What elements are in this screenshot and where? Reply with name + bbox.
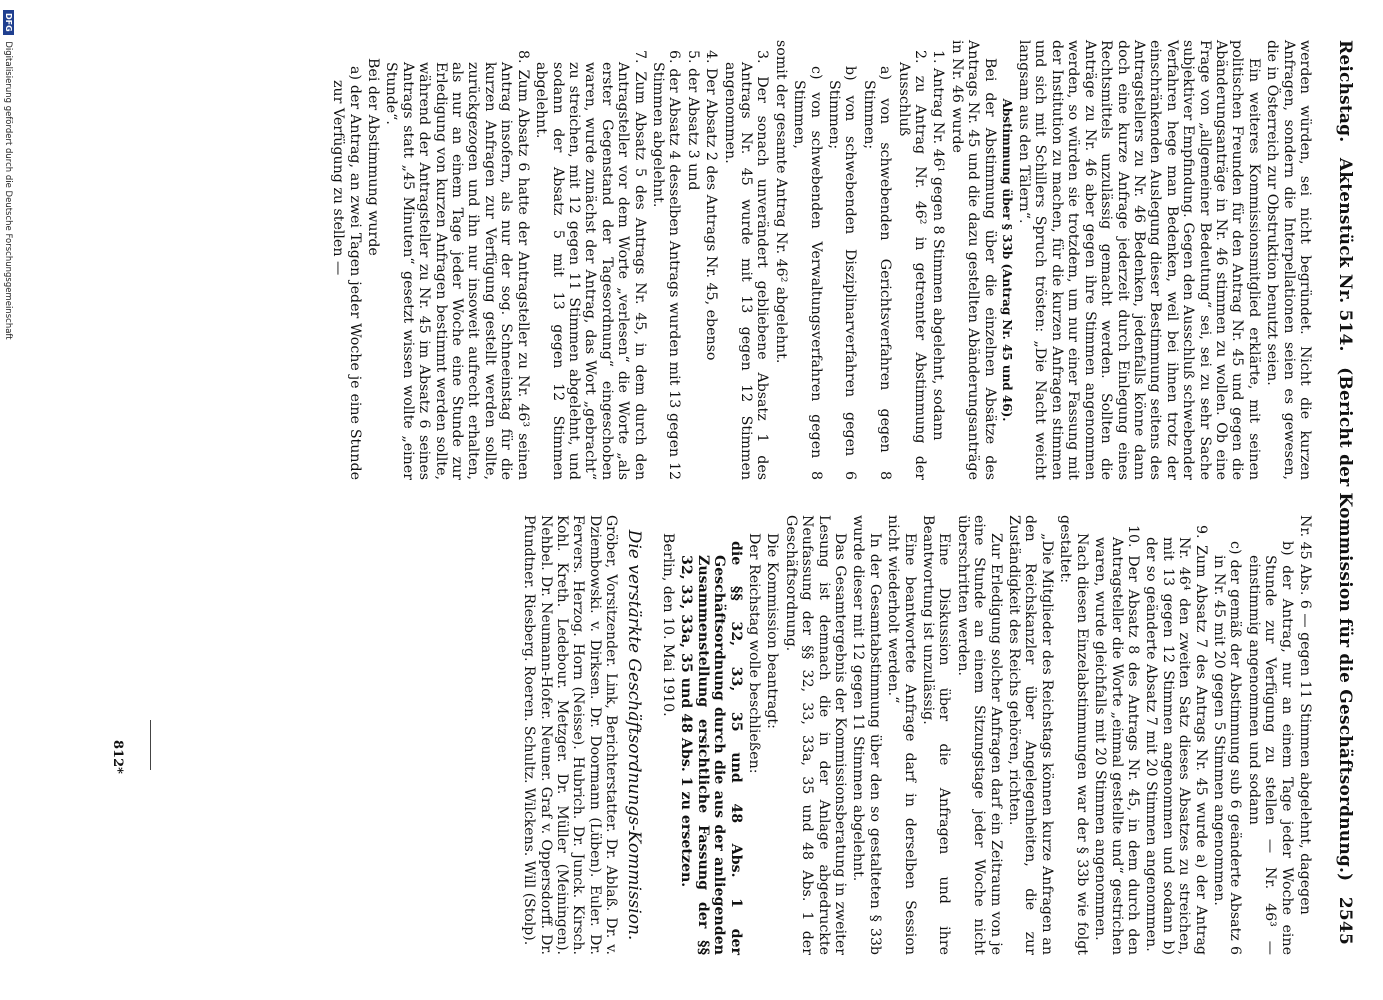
list-subitem: a) von schwebenden Gerichtsverfahren gegen 8 Stimmen; bbox=[860, 66, 894, 480]
list-item: 6. der Absatz 4 desselben Antrags wurden mit 13 gegen 12 Stimmen abgelehnt. bbox=[649, 50, 683, 480]
paragraph: werden würden, sei nicht begründet. Nicht die kurzen Anfragen, sondern die Interpellationen seien es gewesen, die in Österreich zur Obstruktion benutzt seien. bbox=[1264, 40, 1313, 480]
vote-heading: Abstimmung über § 33b (Antrag Nr. 45 und 46). bbox=[999, 98, 1014, 422]
list-item: 7. Zum Absatz 5 des Antrags Nr. 45, in dem durch den Antragsteller vor dem Worte „verlesen“ die Worte „als erster Gegenstand der Tagesordnung“ eingeschoben waren, wurde zunächst der Antrag, das Wort „gebracht“ zu streichen, mit 12 gegen 11 Stimmen abgelehnt, und sodann der Absatz 5 mit 13 gegen 12 Stimmen abgelehnt. bbox=[533, 50, 648, 480]
commission-title: Die verstärkte Geschäftsordnungs-Kommission. bbox=[623, 529, 644, 941]
paragraph: Das Gesamtergebnis der Kommissionsberatung in zweiter Lesung ist demnach die in der Anlage abgedruckte Neufassung der §§ 32, 33, 33a, 35 und 48 Abs. 1 der Geschäftsordnung. bbox=[782, 515, 849, 955]
list-subitem: c) von schwebenden Verwaltungsverfahren gegen 8 Stimmen, bbox=[791, 66, 824, 480]
page-number: 812* bbox=[110, 740, 125, 774]
list-subitem: b) von schwebenden Disziplinarverfahren gegen 6 Stimmen; bbox=[826, 66, 859, 480]
header-reichstag: Reichstag. bbox=[1335, 40, 1355, 143]
header-page-number: 2545 bbox=[1335, 896, 1355, 945]
list-item: 2. zu Antrag Nr. 46² in getrennter Abstimmung der Ausschluß bbox=[895, 50, 929, 480]
list-item: 4. Der Absatz 2 des Antrags Nr. 45, ebenso bbox=[703, 50, 720, 361]
footer-text: Digitalisierung gefördert durch die Deutsche Forschungsgemeinschaft bbox=[3, 41, 13, 340]
date-line: Berlin, den 10. Mai 1910. bbox=[659, 533, 676, 717]
quoted-paragraph: „Die Mitglieder des Reichstags können kurze Anfragen an den Reichskanzler über Angelegenheiten, die zur Zuständigkeit des Reichs gehören, richten. bbox=[1006, 515, 1055, 955]
paragraph: Die Kommission beantragt: bbox=[764, 533, 781, 729]
paragraph: Bei der Abstimmung über die einzelnen Absätze des Antrags Nr. 45 und die dazu gestellten Abänderungsanträge in Nr. 46 wurde bbox=[948, 40, 998, 480]
resolution-text: die §§ 32, 33, 35 und 48 Abs. 1 der Geschäftsordnung durch die aus der anliegenden Zusammenstellung ersichtliche Fassung der §§ 32, 33, 33a, 35 und 48 Abs. 1 zu ersetzen. bbox=[678, 541, 744, 955]
list-item: 3. Der sonach unverändert gebliebene Absatz 1 des Antrags Nr. 45 wurde mit 13 gegen 12 Stimmen angenommen. bbox=[721, 50, 771, 480]
list-item: 1. Antrag Nr. 46¹ gegen 8 Stimmen abgelehnt, sodann bbox=[930, 50, 947, 441]
dfg-logo: DFG bbox=[3, 10, 14, 35]
list-subitem: a) der Antrag, an zwei Tagen jeder Woche je eine Stunde zur Verfügung zu stellen — bbox=[330, 66, 363, 480]
commission-members: Gröber, Vorsitzender. Link, Berichterstatter. Dr. Ablaß. Dr. v. Dziembowski. v. Dirksen. Dr. Doormann (Lüben). Euler. Dr. Fervers. Herzog. Horn (Neisse). Hubrich. Dr. Junck. Kirsch. Kohl. Kreth. Ledebour. Metzger. Dr. Müller (Meiningen). Nehbel. Dr. Neumann-Hofer. Neuner. Graf v. Oppersdorff. Dr. Pfundtner. Riesberg. Roeren. Schultz. Wilckens. Will (Stolp). bbox=[521, 515, 620, 955]
paragraph: Ein weiteres Kommissionsmitglied erklärte, mit seinen politischen Freunden für den Antrag Nr. 45 und gegen die Abänderungsanträge in Nr. 46 stimmen zu wollen. Ob eine Frage von „allgemeiner Bedeutung“ sei, sei zu sehr Sache subjektiver Empfindung. Gegen den Ausschluß schwebender Verfahren hege man Bedenken, weil bei ihnen trotz der einschränkenden Auslegung dieser Bestimmung seitens des Antragstellers zu Nr. 46 Bedenken, jedenfalls könne dann doch eine kurze Anfrage jederzeit durch Einlegung eines Rechtsmittels unzulässig gemacht werden. Sollten die Anträge zu Nr. 46 aber gegen ihre Stimmen angenommen werden, so würden sie trotzdem, um nur einer Fassung mit der Institution zu machen, für die kurzen Anfragen stimmen und sich mit Schillers Spruch trösten: „Die Nacht weicht langsam aus den Tälern“. bbox=[1016, 40, 1262, 480]
paragraph: Der Reichstag wolle beschließen: bbox=[746, 533, 762, 774]
paragraph: In der Gesamtabstimmung über den so gestalteten § 33b wurde dieser mit 12 gegen 11 Stimmen abgelehnt. bbox=[850, 515, 883, 955]
right-column bbox=[519, 515, 1313, 955]
list-item: 9. Zum Absatz 7 des Antrags Nr. 45 wurde a) der Antrag Nr. 46⁴ den zweiten Satz dieses Absatzes zu streichen, mit 13 gegen 12 Stimmen angenommen und sodann b) der so geänderte Absatz 7 mit 20 Stimmen angenommen. bbox=[1143, 525, 1209, 955]
list-subitem: c) der gemäß der Abstimmung sub 6 geänderte Absatz 6 in Nr. 45 mit 20 gegen 5 Stimmen angenommen. bbox=[1210, 541, 1244, 955]
list-item: 5. der Absatz 3 und bbox=[684, 50, 701, 191]
quoted-paragraph: Eine Diskussion über die Anfragen und ihre Beantwortung ist unzulässig. bbox=[920, 515, 953, 955]
list-subitem: b) der Antrag, nur an einem Tage jeder Woche eine Stunde zur Verfügung zu stellen — Nr. 46³ — einstimmig angenommen und sodann bbox=[1245, 541, 1295, 955]
page-header bbox=[1325, 40, 1355, 945]
commission-block bbox=[521, 515, 642, 955]
paragraph: Nach diesen Einzelabstimmungen war der § 33b wie folgt gestaltet: bbox=[1057, 515, 1090, 955]
quoted-paragraph: Eine beantwortete Anfrage darf in derselben Session nicht wiederholt werden.“ bbox=[885, 515, 918, 955]
list-item: 10. Der Absatz 8 des Antrags Nr. 45, in dem durch den Antragsteller die Worte „einmal gestellte und“ gestrichen waren, wurde gleichfalls mit 20 Stimmen angenommen. bbox=[1092, 525, 1141, 955]
header-aktenstueck: Aktenstück Nr. 514. bbox=[1335, 157, 1355, 352]
header-report-title: (Bericht der Kommission für die Geschäftsordnung.) bbox=[1335, 367, 1355, 882]
divider bbox=[150, 720, 151, 770]
quoted-paragraph: Zur Erledigung solcher Anfragen darf ein Zeitraum von je eine Stunde an einem Sitzungstage jeder Woche nicht überschritten werden. bbox=[954, 515, 1004, 955]
paragraph: somit der gesamte Antrag Nr. 46² abgelehnt. bbox=[772, 40, 789, 364]
left-column bbox=[328, 40, 1313, 480]
paragraph: Nr. 45 Abs. 6 — gegen 11 Stimmen abgelehnt, dagegen bbox=[1297, 515, 1313, 915]
digitization-footer bbox=[0, 0, 15, 1000]
paragraph: Bei der Abstimmung wurde bbox=[365, 58, 382, 256]
list-item: 8. Zum Absatz 6 hatte der Antragsteller zu Nr. 46³ seinen Antrag insofern, als nur der sog. Schneeinstag für die kurzen Anfragen zur Verfügung gestellt werden sollte, zurückgezogen und ihn nur insoweit aufrecht erhalten, als nur an einem Tage jeder Woche eine Stunde zur Erledigung von kurzen Anfragen bestimmt werden sollte, während der Antragsteller zu Nr. 45 im Absatz 6 seines Antrags statt „45 Minuten“ gesetzt wissen wollte „einer Stunde“. bbox=[383, 50, 531, 480]
